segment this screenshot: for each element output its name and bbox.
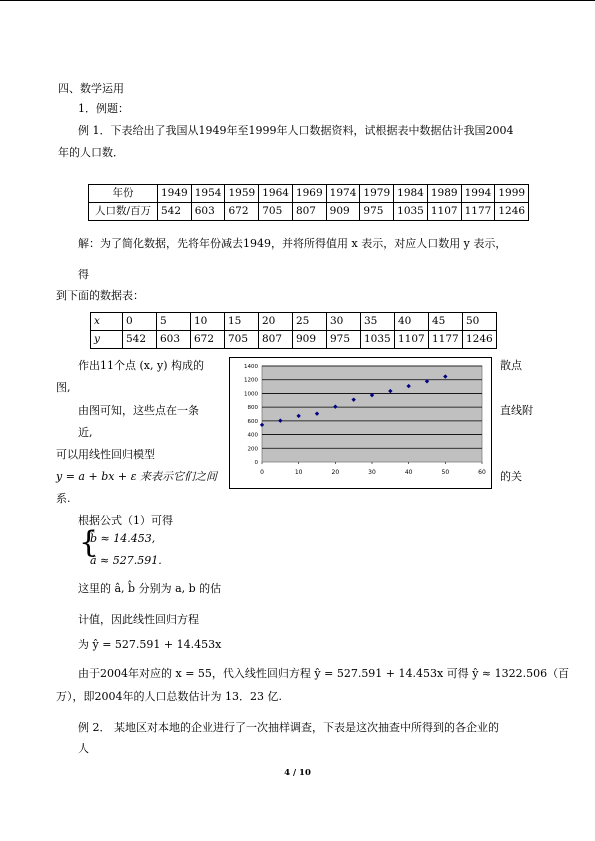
x-cell: 0 <box>123 313 157 331</box>
table-header-x: x <box>91 313 123 331</box>
x-tick-label: 30 <box>368 469 376 476</box>
top-rule <box>0 0 595 1</box>
y-tick-label: 0 <box>254 460 258 466</box>
y-cell: 542 <box>123 331 157 349</box>
scatter-chart-frame <box>229 357 492 489</box>
y-tick-label: 600 <box>247 418 258 425</box>
page-number: 4 / 10 <box>284 768 311 778</box>
table-row <box>89 185 529 203</box>
year-cell: 1979 <box>360 185 394 203</box>
population-table <box>88 184 529 221</box>
population-cell: 603 <box>191 203 225 221</box>
year-cell: 1989 <box>427 185 461 203</box>
subsection-heading: 1．例题： <box>78 102 129 115</box>
scatter-text-right1: 散点 <box>500 359 522 372</box>
y-tick-label: 800 <box>247 405 258 412</box>
y-tick-label: 200 <box>247 446 258 453</box>
solution-line2: 得 <box>78 268 89 281</box>
table-header-population: 人口数/百万 <box>89 203 158 221</box>
table-row <box>91 313 497 331</box>
x-tick-label: 0 <box>260 469 264 476</box>
example2-line1: 例 2． 某地区对本地的企业进行了一次抽样调查，下表是这次抽查中所得到的各企业的 <box>78 721 499 734</box>
year-cell: 1949 <box>158 185 192 203</box>
scatter-text-right3: 直线附 <box>500 404 533 417</box>
y-cell: 975 <box>327 331 361 349</box>
x-cell: 10 <box>191 313 225 331</box>
y-cell: 1035 <box>361 331 395 349</box>
x-tick-label: 40 <box>404 469 413 476</box>
y-cell: 909 <box>293 331 327 349</box>
formula-b-estimate: b̂ ≈ 14.453, <box>90 532 156 545</box>
population-cell: 705 <box>259 203 293 221</box>
year-cell: 1984 <box>394 185 428 203</box>
x-cell: 5 <box>157 313 191 331</box>
formula-note1: 这里的 â, b̂ 分别为 a, b 的估 <box>78 582 222 595</box>
table-header-year: 年份 <box>89 185 158 203</box>
scatter-text-left3: 由图可知，这些点在一条 <box>78 404 199 417</box>
y-cell: 1107 <box>395 331 429 349</box>
brace-icon: { <box>79 525 99 560</box>
example2-line2: 人 <box>78 742 89 755</box>
conclusion-line1: 由于2004年对应的 x = 55，代入线性回归方程 ŷ = 527.591 + 14.453x 可得 ŷ ≈ 1322.506（百 <box>78 667 570 680</box>
x-cell: 40 <box>395 313 429 331</box>
scatter-text-right6: 的关 <box>500 470 522 483</box>
solution-line1: 解：为了简化数据，先将年份减去1949，并将所得值用 x 表示，对应人口数用 y 表示， <box>78 237 507 250</box>
year-cell: 1954 <box>191 185 225 203</box>
year-cell: 1969 <box>292 185 326 203</box>
population-cell: 1035 <box>394 203 428 221</box>
population-cell: 909 <box>326 203 360 221</box>
x-cell: 15 <box>225 313 259 331</box>
y-tick-label: 1000 <box>244 391 258 398</box>
y-cell: 1246 <box>463 331 497 349</box>
year-cell: 1959 <box>225 185 259 203</box>
formula-intro: 根据公式（1）可得 <box>78 514 173 527</box>
population-cell: 1246 <box>495 203 529 221</box>
y-tick-label: 400 <box>247 432 258 439</box>
example1-line2: 年的人口数． <box>58 146 124 159</box>
conclusion-line2: 万），即2004年的人口总数估计为 13．23 亿. <box>56 690 282 703</box>
regression-equation: 为 ŷ = 527.591 + 14.453x <box>78 638 222 651</box>
population-cell: 1177 <box>461 203 495 221</box>
population-cell: 542 <box>158 203 192 221</box>
year-cell: 1974 <box>326 185 360 203</box>
population-cell: 1107 <box>427 203 461 221</box>
formula-note2: 计值，因此线性回归方程 <box>78 613 199 626</box>
scatter-text-left7: 系. <box>56 492 71 505</box>
example1-line1: 例 1．下表给出了我国从1949年至1999年人口数据资料，试根据表中数据估计我国2004 <box>78 124 514 137</box>
x-cell: 30 <box>327 313 361 331</box>
plot-area <box>262 366 482 462</box>
y-cell: 1177 <box>429 331 463 349</box>
y-cell: 807 <box>259 331 293 349</box>
x-tick-label: 10 <box>294 469 303 476</box>
year-cell: 1994 <box>461 185 495 203</box>
table-row <box>91 331 497 349</box>
scatter-chart <box>230 358 491 488</box>
population-cell: 975 <box>360 203 394 221</box>
y-tick-label: 1200 <box>244 377 258 384</box>
population-cell: 807 <box>292 203 326 221</box>
y-cell: 705 <box>225 331 259 349</box>
x-cell: 50 <box>463 313 497 331</box>
table-row <box>89 203 529 221</box>
x-tick-label: 50 <box>441 469 450 476</box>
y-cell: 603 <box>157 331 191 349</box>
section-title: 四、数学运用 <box>58 82 124 95</box>
x-tick-label: 20 <box>331 469 340 476</box>
population-cell: 672 <box>225 203 259 221</box>
x-cell: 25 <box>293 313 327 331</box>
scatter-text-left4: 近, <box>78 426 93 439</box>
formula-a-estimate: â ≈ 527.591. <box>90 554 162 567</box>
scatter-text-left5: 可以用线性回归模型 <box>56 448 155 461</box>
table-header-y: y <box>91 331 123 349</box>
scatter-text-left2: 图, <box>56 381 71 394</box>
x-cell: 35 <box>361 313 395 331</box>
y-cell: 672 <box>191 331 225 349</box>
year-cell: 1964 <box>259 185 293 203</box>
x-tick-label: 60 <box>478 469 486 476</box>
xy-data-table <box>90 312 497 349</box>
x-cell: 45 <box>429 313 463 331</box>
solution-line3: 到下面的数据表： <box>56 289 144 302</box>
year-cell: 1999 <box>495 185 529 203</box>
scatter-text-left1: 作出11个点 (x, y) 构成的 <box>78 359 204 372</box>
x-cell: 20 <box>259 313 293 331</box>
scatter-text-left6: y = a + bx + ε 来表示它们之间 <box>56 470 218 483</box>
y-tick-label: 1400 <box>244 364 258 370</box>
